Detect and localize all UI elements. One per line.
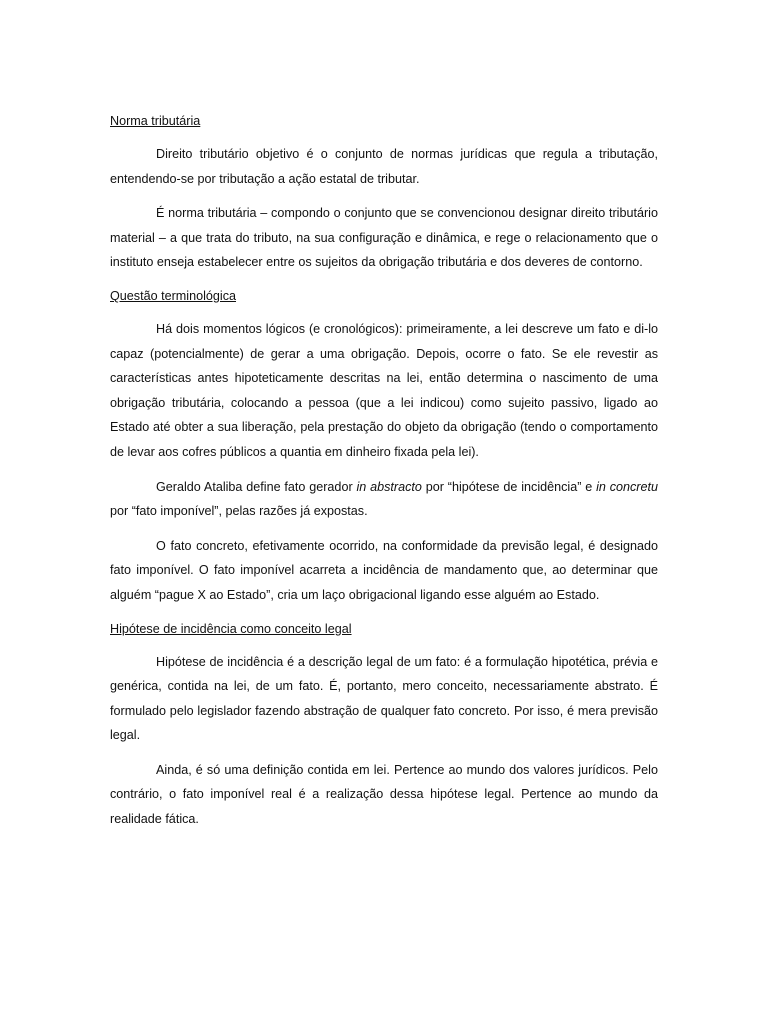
section-heading-norma-tributaria: Norma tributária	[110, 114, 201, 128]
italic-term: in concretu	[596, 479, 659, 494]
document-page	[110, 110, 658, 842]
paragraph-with-italics	[110, 475, 658, 524]
text-span: por “fato imponível”, pelas razões já expostas.	[110, 504, 368, 519]
section-heading-hipotese-de-incidencia: Hipótese de incidência como conceito legal	[110, 621, 352, 636]
text-span: por “hipótese de incidência” e	[421, 479, 597, 494]
paragraph: É norma tributária – compondo o conjunto que se convencionou designar direito tributário material – a que trata do tributo, na sua configuração e dinâmica, e rege o relacionamento que o instituto enseja estabelecer entre os sujeitos da obrigação tributária e dos deveres de contorno.	[110, 206, 658, 270]
paragraph: Hipótese de incidência é a descrição legal de um fato: é a formulação hipotética, prévia e genérica, contida na lei, de um fato. É, portanto, mero conceito, necessariamente abstrato. É formulado pelo legislador fazendo abstração de qualquer fato concreto. Por isso, é mera previsão legal.	[110, 654, 658, 743]
paragraph: Ainda, é só uma definição contida em lei. Pertence ao mundo dos valores jurídicos. Pelo contrário, o fato imponível real é a realização dessa hipótese legal. Pertence ao mundo da realidade fática.	[110, 762, 658, 827]
section-heading-questao-terminologica: Questão terminológica	[110, 288, 237, 303]
paragraph: Direito tributário objetivo é o conjunto de normas jurídicas que regula a tributação, entendendo-se por tributação a ação estatal de tributar.	[110, 147, 658, 186]
italic-term: in abstracto	[356, 479, 422, 494]
paragraph: Há dois momentos lógicos (e cronológicos): primeiramente, a lei descreve um fato e di-lo capaz (potencialmente) de gerar a uma obrigação. Depois, ocorre o fato. Se ele revestir as características antes hipoteticamente descritas na lei, então determina o nascimento de uma obrigação tributária, colocando a pessoa (que a lei indicou) como sujeito passivo, ligado ao Estado até obter a sua liberação, pela prestação do objeto da obrigação (tendo o comportamento de levar aos cofres públicos a quantia em dinheiro fixada pela lei).	[110, 321, 658, 459]
text-span: Geraldo Ataliba define fato gerador	[156, 479, 357, 494]
paragraph: O fato concreto, efetivamente ocorrido, na conformidade da previsão legal, é designado fato imponível. O fato imponível acarreta a incidência de mandamento que, ao determinar que alguém “pague X ao Estado”, cria um laço obrigacional ligando esse alguém ao Estado.	[110, 538, 658, 602]
